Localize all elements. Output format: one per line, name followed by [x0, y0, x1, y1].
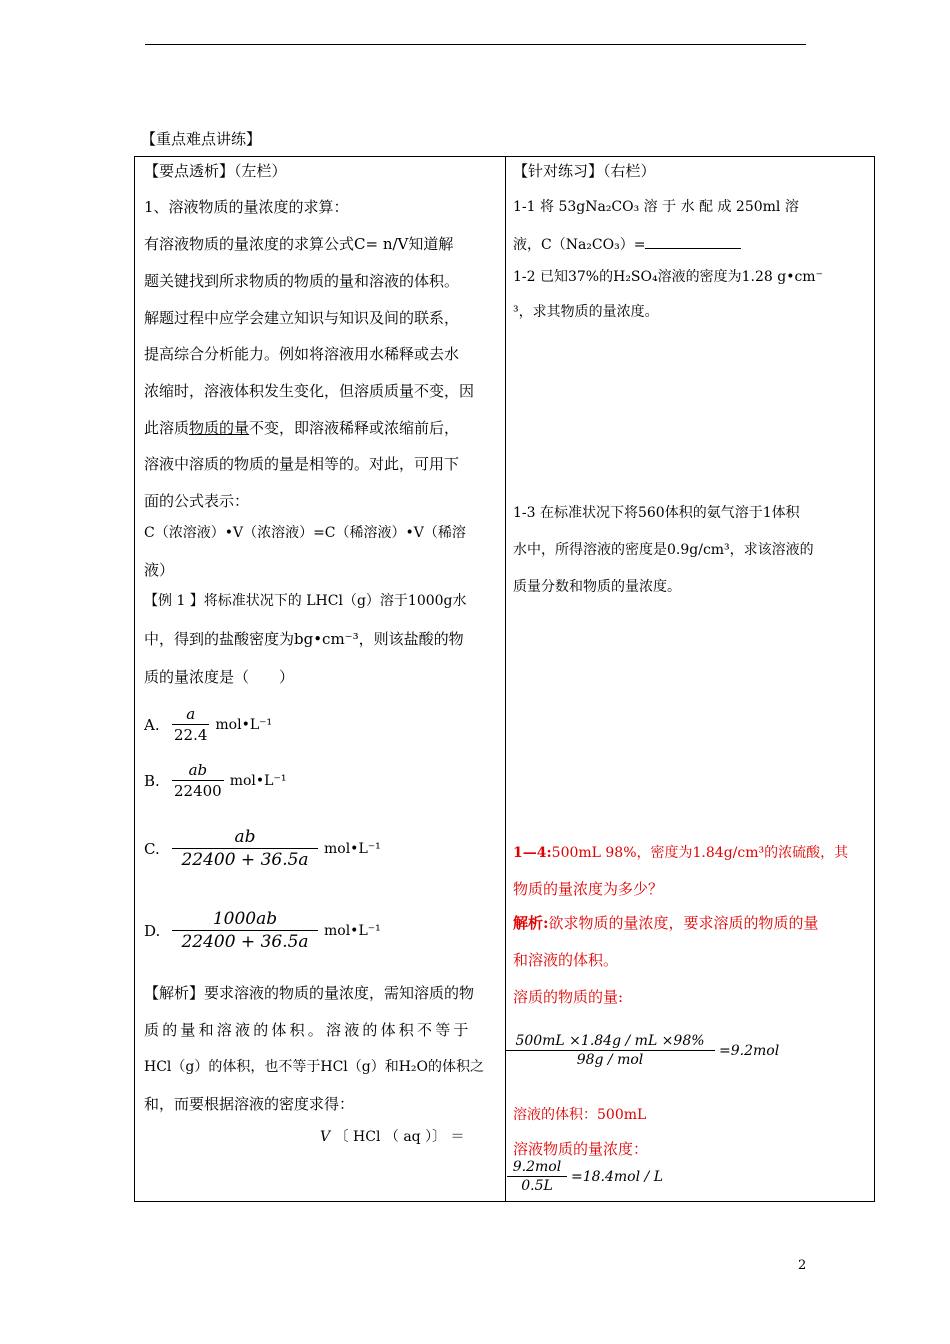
para-line-7: 溶液中溶质的物质的量是相等的。对此，可用下 [144, 455, 460, 473]
option-d-label: D. [144, 921, 161, 940]
formula-line-2: 液） [144, 561, 175, 579]
option-a-unit: mol•L⁻¹ [215, 716, 273, 733]
calc-conc-result: =18.4mol / L [571, 1168, 663, 1185]
analysis-line-2: 质的量和溶液的体积。溶液的体积不等于 [144, 1021, 472, 1039]
option-d-unit: mol•L⁻¹ [324, 922, 381, 939]
solution-line-2: 和溶液的体积。 [513, 951, 619, 969]
page-number: 2 [798, 1258, 807, 1273]
q3-line-3: 质量分数和物质的量浓度。 [513, 579, 681, 595]
para-line-3: 解题过程中应学会建立知识与知识及间的联系， [144, 309, 460, 327]
calc-conc-den: 0.5L [507, 1176, 567, 1194]
para-line-1: 有溶液物质的量浓度的求算公式C= n/V知道解 [144, 235, 454, 253]
calc-conc-num: 9.2mol [512, 1159, 562, 1175]
option-c[interactable] [144, 827, 381, 870]
option-b-fraction [172, 761, 224, 800]
formula-line-1: C（浓溶液）•V（浓溶液）=C（稀溶液）•V（稀溶 [144, 525, 466, 541]
option-a-num: a [186, 705, 196, 723]
option-c-label: C. [144, 839, 160, 858]
two-column-table [134, 156, 875, 1202]
q2-line-2: ³，求其物质的量浓度。 [513, 304, 659, 320]
calc-conc [507, 1159, 663, 1194]
solute-label: 溶质的物质的量: [513, 988, 624, 1006]
q3-line-1: 1-3 在标准状况下将560体积的氨气溶于1体积 [513, 505, 800, 521]
option-b[interactable] [144, 761, 286, 800]
example1-line-1: 【例 1 】将标准状况下的 LHCl（g）溶于1000g水 [144, 593, 467, 609]
q1-line-1: 1-1 将 53gNa₂CO₃ 溶 于 水 配 成 250ml 溶 [513, 199, 799, 215]
para-line-2: 题关键找到所求物质的物质的量和溶液的体积。 [144, 272, 460, 290]
analysis-line-4: 和，而要根据溶液的密度求得： [144, 1095, 355, 1113]
q4-label: 1—4: [513, 845, 552, 861]
volume-formula [320, 1127, 465, 1147]
para-line-5: 浓缩时，溶液体积发生变化，但溶质质量不变，因 [144, 382, 475, 400]
q1-line-2-text: 液，C（Na₂CO₃）= [513, 237, 646, 253]
option-b-label: B. [144, 771, 160, 790]
q4-line-1 [513, 843, 848, 863]
analysis-line-3: HCl（g）的体积，也不等于HCl（g）和H₂O的体积之 [144, 1059, 485, 1075]
calc-moles-num: 500mL ×1.84g / mL ×98% [515, 1033, 705, 1049]
q2-line-1: 1-2 已知37%的H₂SO₄溶液的密度为1.28 g•cm⁻ [513, 269, 823, 285]
option-b-unit: mol•L⁻¹ [229, 772, 287, 789]
calc-moles-fraction [505, 1033, 715, 1068]
para-line-6 [144, 418, 459, 438]
option-a-den: 22.4 [174, 726, 208, 744]
option-a-fraction [172, 705, 209, 744]
volume-formula-tail: 〔 HCl （ aq ）〕 ＝ [334, 1129, 465, 1145]
para-line-4: 提高综合分析能力。例如将溶液用水稀释或去水 [144, 345, 460, 363]
option-d[interactable] [144, 909, 381, 952]
option-a[interactable] [144, 705, 272, 744]
right-header: 【针对练习】（右栏） [513, 162, 656, 180]
analysis-line-1: 【解析】要求溶液的物质的量浓度，需知溶质的物 [144, 984, 475, 1002]
option-b-num: ab [188, 761, 208, 779]
para-line-8: 面的公式表示： [144, 492, 250, 510]
para-line-6b: 不变，即溶液稀释或浓缩前后， [249, 419, 460, 437]
example1-line-3: 质的量浓度是（ ） [144, 668, 295, 686]
option-c-unit: mol•L⁻¹ [324, 840, 381, 857]
volume-line: 溶液的体积：500mL [513, 1107, 647, 1123]
volume-symbol: V [320, 1129, 331, 1145]
point1-title: 1、溶液物质的量浓度的求算： [144, 198, 349, 216]
option-b-den: 22400 [174, 782, 222, 800]
conc-label: 溶液物质的量浓度： [513, 1140, 649, 1158]
q1-answer-blank[interactable] [645, 234, 741, 249]
solution-text: 欲求物质的量浓度，要求溶质的物质的量 [548, 914, 819, 932]
header-rule [145, 44, 806, 45]
para-line-6-underlined: 物质的量 [189, 419, 250, 437]
q4-text: 500mL 98%，密度为1.84g/cm³的浓硫酸，其 [551, 845, 849, 861]
para-line-6a: 此溶质 [144, 419, 190, 437]
option-d-num: 1000ab [212, 909, 278, 929]
solution-line-1 [513, 913, 819, 933]
option-d-fraction [172, 909, 318, 952]
option-c-fraction [172, 827, 318, 870]
option-a-label: A. [144, 715, 160, 734]
calc-moles-den: 98g / mol [505, 1050, 715, 1068]
calc-moles [505, 1033, 779, 1068]
calc-moles-result: =9.2mol [719, 1042, 780, 1059]
q4-line-2: 物质的量浓度为多少？ [513, 880, 664, 898]
q1-line-2 [513, 234, 741, 255]
option-c-den: 22400 + 36.5a [172, 848, 318, 870]
calc-conc-fraction [507, 1159, 567, 1194]
left-header: 【要点透析】（左栏） [144, 162, 287, 180]
section-title: 【重点难点讲练】 [141, 130, 262, 148]
example1-line-2: 中，得到的盐酸密度为bg•cm⁻³，则该盐酸的物 [144, 630, 464, 648]
solution-label: 解析: [513, 914, 549, 932]
option-d-den: 22400 + 36.5a [172, 930, 318, 952]
q3-line-2: 水中，所得溶液的密度是0.9g/cm³，求该溶液的 [513, 542, 814, 558]
option-c-num: ab [234, 827, 256, 847]
